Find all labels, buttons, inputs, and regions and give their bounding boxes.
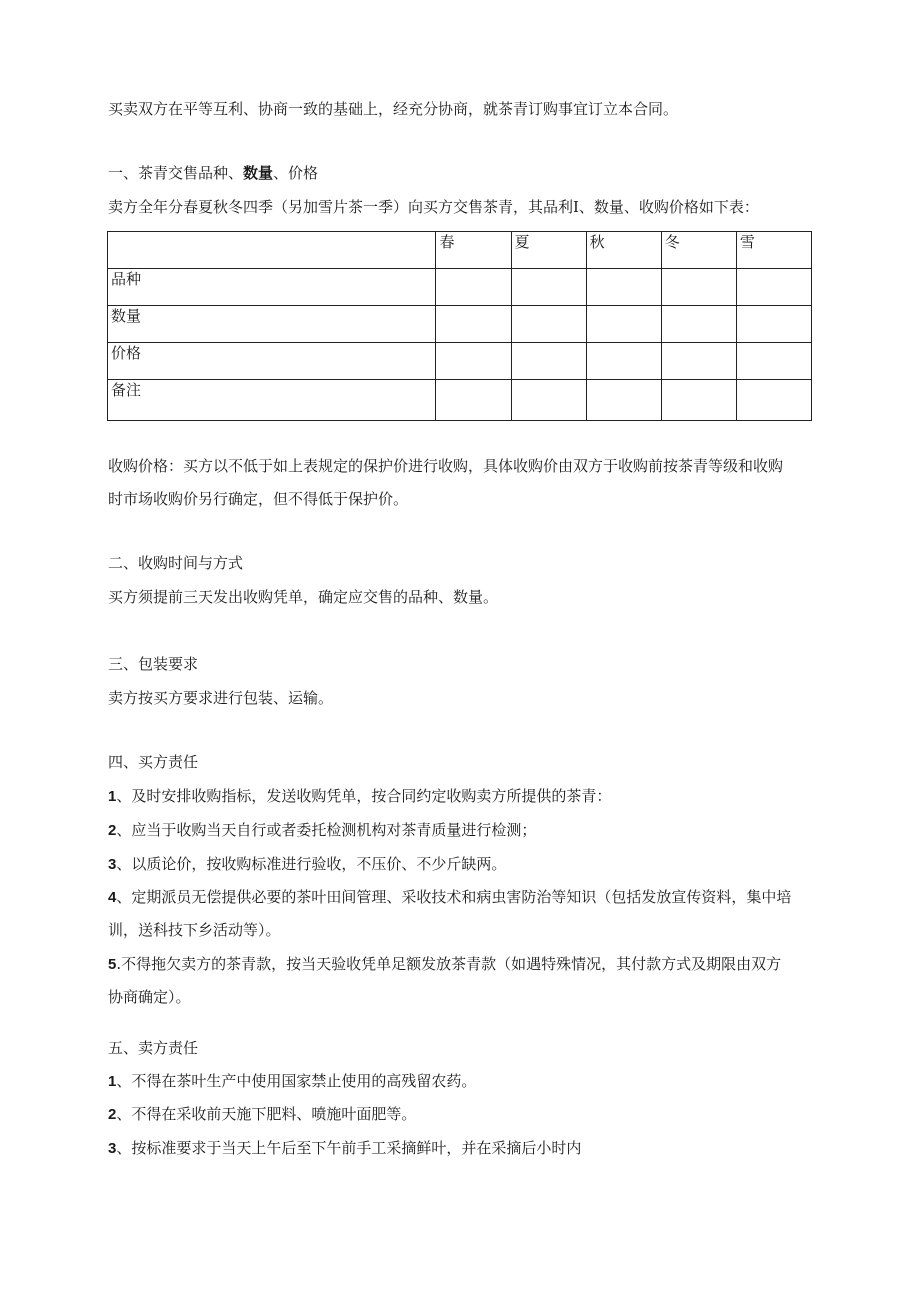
- table-cell: [511, 380, 586, 421]
- table-header-row: [108, 232, 812, 269]
- table-header-cell: 春: [436, 232, 511, 269]
- table-header-cell: 雪: [736, 232, 811, 269]
- table-cell: [661, 306, 736, 343]
- section-2-heading: 二、收购时间与方式: [108, 554, 244, 572]
- table-cell: [586, 343, 661, 380]
- list-item: [108, 820, 536, 841]
- table-row: [108, 343, 812, 380]
- intro-paragraph: 买卖双方在平等互利、协商一致的基础上，经充分协商，就茶青订购事宜订立本合同。: [108, 100, 679, 118]
- table-cell: [511, 306, 586, 343]
- table-cell: [736, 306, 811, 343]
- list-item: [108, 1071, 476, 1092]
- list-item-number: 3: [108, 1140, 117, 1157]
- table-cell: [436, 343, 511, 380]
- list-item-text: 、定期派员无偿提供必要的茶叶田间管理、采收技术和病虫害防治等知识（包括发放宣传资料，集中培: [116, 888, 792, 906]
- tea-variety-table: [107, 231, 812, 421]
- list-item-number: 1: [108, 788, 117, 805]
- table-cell: [511, 269, 586, 306]
- section-3-heading: 三、包装要求: [108, 655, 199, 673]
- table-row: [108, 269, 812, 306]
- list-item-text: 、应当于收购当天自行或者委托检测机构对茶青质量进行检测；: [116, 821, 537, 839]
- list-item-text: 、按标准要求于当天上午后至下午前手工采摘鲜叶，并在采摘后小时内: [116, 1139, 582, 1157]
- table-header-cell: 冬: [661, 232, 736, 269]
- table-header-cell: 秋: [586, 232, 661, 269]
- table-cell: [436, 306, 511, 343]
- price-note-line: 收购价格：买方以不低于如上表规定的保护价进行收购，具体收购价由双方于收购前按茶青等级和收购: [108, 457, 784, 475]
- table-cell: [736, 380, 811, 421]
- table-cell: [736, 269, 811, 306]
- table-cell: [586, 269, 661, 306]
- list-item: [108, 786, 611, 807]
- list-item: [108, 854, 506, 875]
- list-item-number: 3: [108, 856, 117, 873]
- list-item-number: 2: [108, 1106, 117, 1123]
- list-item: [108, 887, 791, 908]
- table-cell: [661, 380, 736, 421]
- list-item-text: 、不得在茶叶生产中使用国家禁止使用的高残留农药。: [116, 1072, 477, 1090]
- table-cell: [661, 269, 736, 306]
- list-item: [108, 954, 781, 975]
- list-item-continuation: 训，送科技下乡活动等）。: [108, 921, 281, 939]
- table-cell: [436, 269, 511, 306]
- table-corner-cell: [108, 232, 436, 269]
- list-item-text: 、不得在采收前天施下肥料、喷施叶面肥等。: [116, 1105, 417, 1123]
- table-row-label: 数量: [108, 306, 436, 343]
- table-row: [108, 380, 812, 421]
- table-cell: [736, 343, 811, 380]
- table-row-label: 备注: [108, 380, 436, 421]
- list-item-continuation: 协商确定）。: [108, 988, 191, 1006]
- table-row: [108, 306, 812, 343]
- table-cell: [586, 380, 661, 421]
- section-1-heading-part: 一、茶青交售品种、: [108, 164, 244, 182]
- table-cell: [661, 343, 736, 380]
- list-item-text: .不得拖欠卖方的茶青款，按当天验收凭单足额发放茶青款（如遇特殊情况，其付款方式及期限由双方: [116, 955, 782, 973]
- list-item: [108, 1104, 416, 1125]
- list-item-text: 、及时安排收购指标，发送收购凭单，按合同约定收购卖方所提供的茶青：: [116, 787, 612, 805]
- section-1-heading: [108, 163, 318, 183]
- list-item-number: 1: [108, 1073, 117, 1090]
- section-2-text: 买方须提前三天发出收购凭单，确定应交售的品种、数量。: [108, 588, 499, 606]
- section-4-heading: 四、买方责任: [108, 753, 199, 771]
- section-1-heading-bold: 数量: [243, 164, 274, 182]
- price-note-line: 时市场收购价另行确定，但不得低于保护价。: [108, 490, 409, 508]
- table-row-label: 品种: [108, 269, 436, 306]
- list-item: [108, 1138, 581, 1159]
- section-1-heading-part: 、价格: [273, 164, 319, 182]
- list-item-number: 2: [108, 822, 117, 839]
- list-item-number: 5: [108, 956, 117, 973]
- section-1-description: 卖方全年分春夏秋冬四季（另加雪片茶一季）向买方交售茶青，其品利I、数量、收购价格如下表：: [108, 198, 759, 216]
- table-cell: [586, 306, 661, 343]
- list-item-text: 、以质论价，按收购标准进行验收，不压价、不少斤缺两。: [116, 855, 507, 873]
- table-cell: [511, 343, 586, 380]
- table-cell: [436, 380, 511, 421]
- list-item-number: 4: [108, 889, 117, 906]
- table-row-label: 价格: [108, 343, 436, 380]
- table-header-cell: 夏: [511, 232, 586, 269]
- section-5-heading: 五、卖方责任: [108, 1039, 199, 1057]
- section-3-text: 卖方按买方要求进行包装、运输。: [108, 689, 334, 707]
